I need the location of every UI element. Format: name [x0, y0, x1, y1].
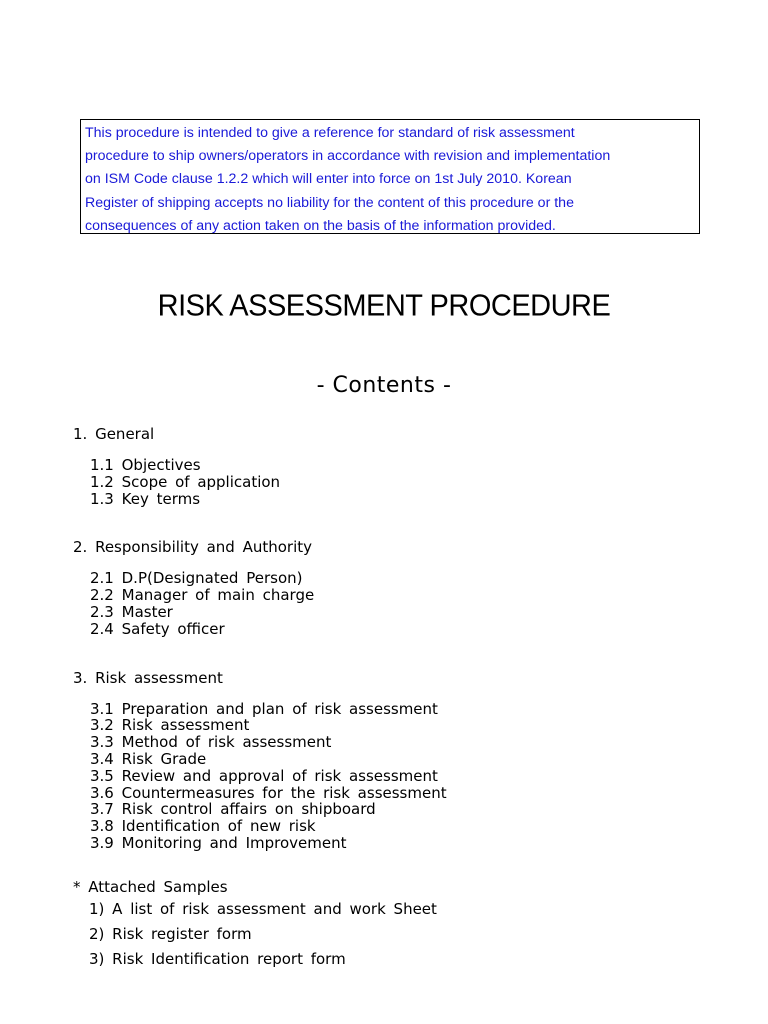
toc-item: 3.5 Review and approval of risk assessment	[90, 766, 438, 785]
toc-item: 3.1 Preparation and plan of risk assessment	[90, 699, 438, 718]
document-title: RISK ASSESSMENT PROCEDURE	[157, 289, 611, 323]
toc-section-general	[73, 424, 733, 507]
toc-item: 1.1 Objectives	[90, 456, 201, 474]
disclaimer-line: Register of shipping accepts no liability for the content of this procedure or the	[85, 194, 574, 211]
toc-item: 1.2 Scope of application	[90, 472, 281, 491]
toc-section-title: 3. Risk assessment	[73, 668, 223, 687]
toc-item: 3.9 Monitoring and Improvement	[90, 833, 347, 852]
contents-heading: - Contents -	[316, 373, 452, 398]
toc-item: 2.1 D.P(Designated Person)	[90, 569, 303, 588]
toc-sub-list	[90, 701, 733, 852]
disclaimer-line: consequences of any action taken on the basis of the information provided.	[85, 217, 556, 234]
toc-section-title: 2. Responsibility and Authority	[73, 538, 313, 557]
disclaimer-line: This procedure is intended to give a reference for standard of risk assessment	[85, 125, 575, 141]
toc-item: 2.2 Manager of main charge	[90, 586, 315, 605]
toc-item: 3.6 Countermeasures for the risk assessment	[90, 783, 447, 802]
toc-section-risk-assessment	[73, 668, 733, 852]
attached-sample-item: 3) Risk Identification report form	[89, 950, 346, 968]
disclaimer-line: on ISM Code clause 1.2.2 which will enter into force on 1st July 2010. Korean	[85, 171, 572, 188]
toc-item: 3.3 Method of risk assessment	[90, 733, 332, 752]
attached-sample-item: 2) Risk register form	[89, 925, 252, 943]
toc-sub-list	[90, 457, 733, 507]
attached-samples	[73, 877, 437, 972]
toc-section-title: 1. General	[73, 425, 155, 443]
toc-item: 2.3 Master	[90, 602, 173, 621]
toc-item: 3.7 Risk control affairs on shipboard	[90, 800, 376, 819]
attached-sample-item: 1) A list of risk assessment and work Sheet	[89, 900, 437, 918]
attached-samples-title: * Attached Samples	[73, 878, 228, 896]
disclaimer-line: procedure to ship owners/operators in accordance with revision and implementation	[85, 148, 611, 165]
toc-item: 3.2 Risk assessment	[90, 716, 250, 735]
toc-item: 3.8 Identification of new risk	[90, 817, 316, 836]
disclaimer-box	[80, 119, 700, 234]
toc-item: 1.3 Key terms	[90, 489, 201, 508]
toc-item: 2.4 Safety officer	[90, 619, 225, 638]
toc-section-responsibility	[73, 537, 733, 637]
toc-sub-list	[90, 570, 733, 637]
toc-item: 3.4 Risk Grade	[90, 749, 207, 768]
table-of-contents	[73, 424, 733, 852]
